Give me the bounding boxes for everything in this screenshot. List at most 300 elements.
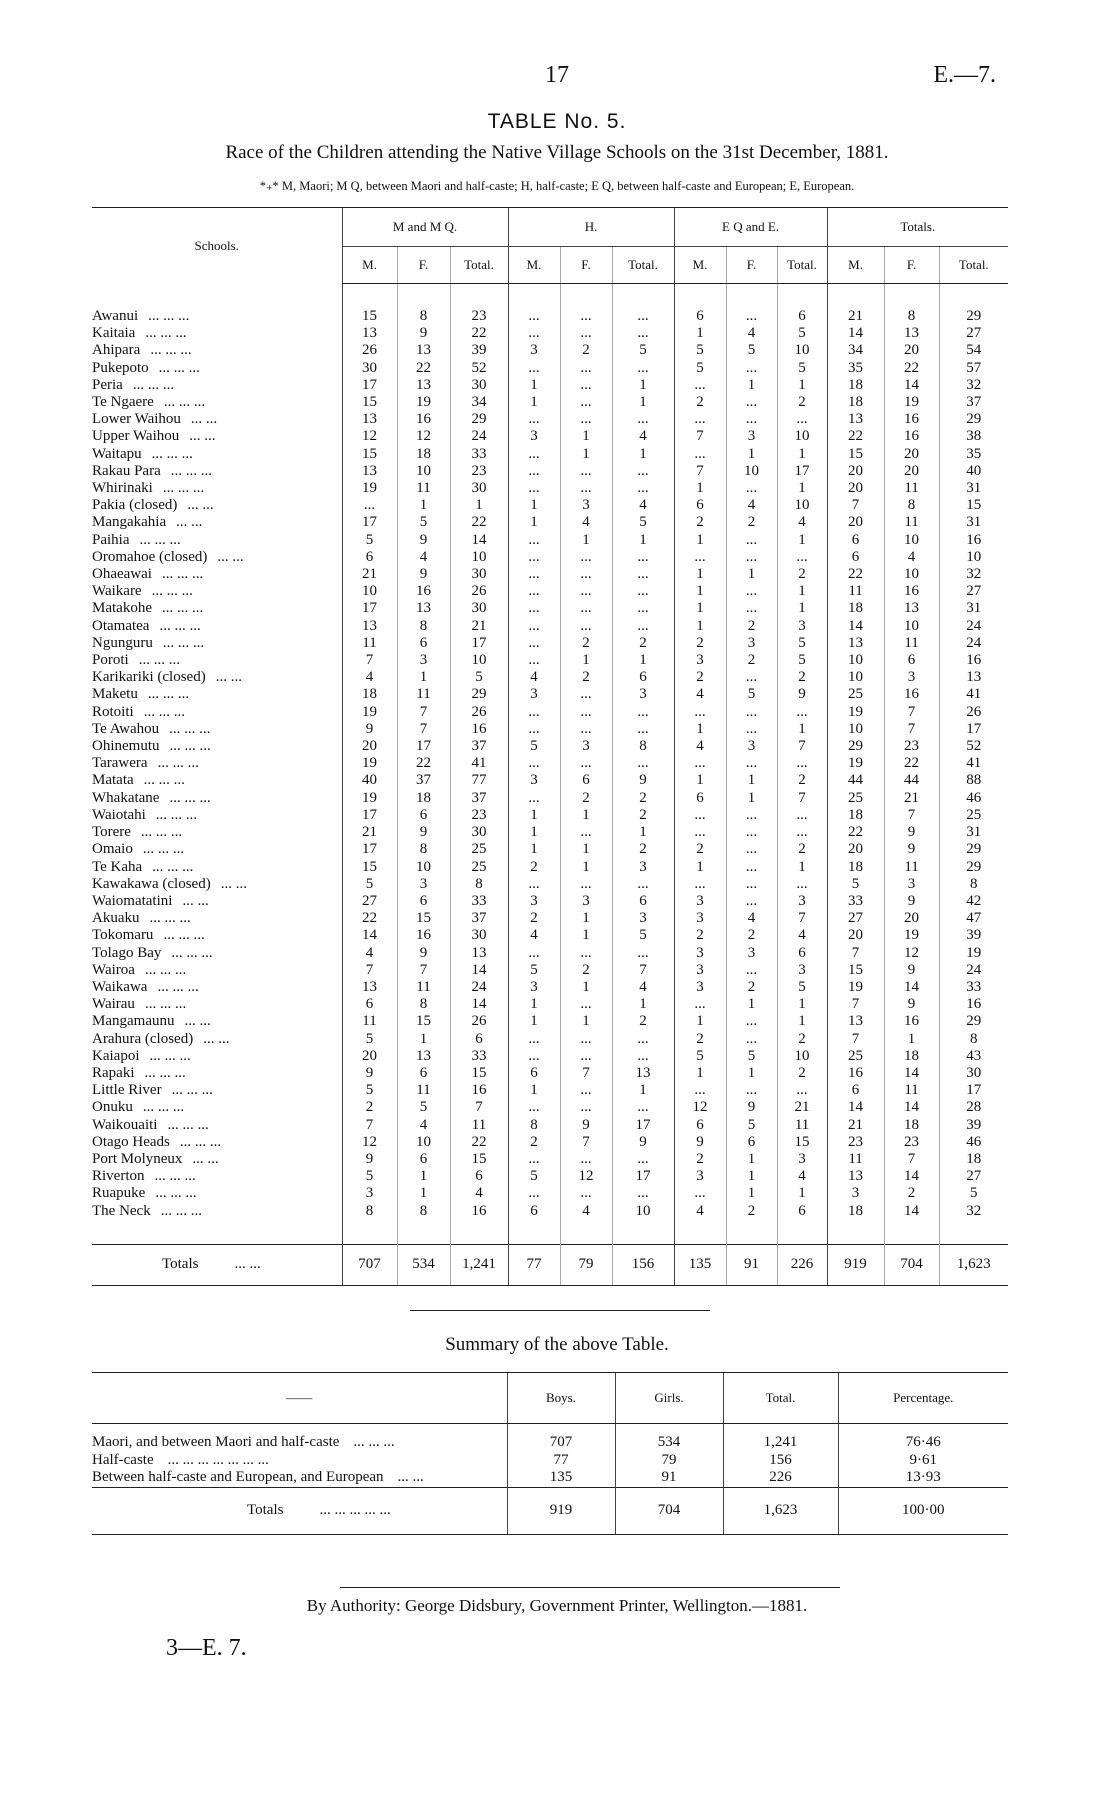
cell-h-total: 2 (612, 635, 674, 652)
cell-totals-total: 33 (939, 979, 1008, 996)
cell-h-m: ... (508, 308, 560, 325)
cell-h-f: ... (560, 600, 612, 617)
cell-mmq-m: 12 (342, 428, 397, 445)
school-row (92, 979, 1008, 996)
cell-h-m: ... (508, 635, 560, 652)
cell-h-f: 3 (560, 497, 612, 514)
school-row (92, 308, 1008, 325)
cell-mmq-m: 13 (342, 325, 397, 342)
cell-h-total: 1 (612, 394, 674, 411)
cell-h-m: 1 (508, 497, 560, 514)
cell-mmq-f: 18 (397, 446, 450, 463)
cell-mmq-total: 6 (450, 1031, 508, 1048)
cell-h-m: ... (508, 721, 560, 738)
cell-eqe-total: 9 (777, 686, 827, 703)
cell-totals-total: 46 (939, 1134, 1008, 1151)
school-cell (92, 910, 342, 927)
cell-eqe-total: ... (777, 704, 827, 721)
cell-h-total: ... (612, 618, 674, 635)
cell-h-f: 1 (560, 910, 612, 927)
cell-totals-total: 29 (939, 1013, 1008, 1030)
cell-h-f: ... (560, 824, 612, 841)
col-header-m: M. (674, 247, 726, 284)
school-name: Little River (92, 1082, 162, 1099)
school-name: Kaitaia (92, 325, 136, 342)
school-name: Pukepoto (92, 359, 149, 376)
school-row (92, 927, 1008, 944)
cell-totals-f: 9 (884, 996, 939, 1013)
leader-dots: ... ... ... (167, 1116, 209, 1133)
cell-mmq-m: 15 (342, 446, 397, 463)
cell-h-f: ... (560, 325, 612, 342)
leader-dots: ... ... ... (155, 1185, 197, 1202)
cell-eqe-f: 3 (726, 738, 777, 755)
cell-totals-total: 39 (939, 1117, 1008, 1134)
cell-h-m: ... (508, 790, 560, 807)
table-subtitle: Race of the Children attending the Native Village Schools on the 31st December, 1881. (225, 142, 889, 163)
school-cell (92, 1031, 342, 1048)
cell-totals-m: 21 (827, 1117, 884, 1134)
school-name: Poroti (92, 652, 129, 669)
school-row (92, 583, 1008, 600)
cell-eqe-m: 3 (674, 962, 726, 979)
leader-dots: ... ... ... (145, 325, 187, 342)
cell-mmq-total: 30 (450, 377, 508, 394)
school-cell (92, 1013, 342, 1030)
school-name: Pakia (closed) (92, 497, 178, 514)
cell-eqe-total: 5 (777, 979, 827, 996)
cell-eqe-m: 1 (674, 721, 726, 738)
col-header-f: F. (397, 247, 450, 284)
school-cell (92, 1151, 342, 1168)
cell-eqe-f: 2 (726, 927, 777, 944)
cell-totals-total: 19 (939, 945, 1008, 962)
col-header-m: M. (342, 247, 397, 284)
cell-h-m: 6 (508, 1065, 560, 1082)
cell-totals-f: 7 (884, 704, 939, 721)
totals-spacer (92, 1220, 1008, 1245)
cell-mmq-total: 33 (450, 446, 508, 463)
school-row (92, 377, 1008, 394)
cell-mmq-total: 33 (450, 893, 508, 910)
cell-totals-f: 10 (884, 618, 939, 635)
cell-mmq-total: 5 (450, 669, 508, 686)
cell-eqe-total: 3 (777, 962, 827, 979)
cell-eqe-total: ... (777, 807, 827, 824)
cell-totals-total: 15 (939, 497, 1008, 514)
school-cell (92, 704, 342, 721)
cell-totals-m: 22 (827, 428, 884, 445)
cell-h-total: 1 (612, 377, 674, 394)
cell-totals-m: 44 (827, 772, 884, 789)
school-name: Ohinemutu (92, 738, 160, 755)
cell-h-total: ... (612, 945, 674, 962)
cell-eqe-m: 6 (674, 1117, 726, 1134)
school-name: Whakatane (92, 789, 160, 806)
school-name: Lower Waihou (92, 411, 181, 428)
cell-mmq-m: 5 (342, 1031, 397, 1048)
cell-eqe-f: ... (726, 360, 777, 377)
leader-dots: ... ... (182, 892, 209, 909)
cell-eqe-total: 6 (777, 308, 827, 325)
cell-mmq-total: 16 (450, 721, 508, 738)
school-name: Arahura (closed) (92, 1030, 194, 1047)
cell-totals-total: 31 (939, 600, 1008, 617)
cell-h-total: 17 (612, 1168, 674, 1185)
leader-dots: ... ... (184, 1013, 211, 1030)
cell-mmq-total: 30 (450, 600, 508, 617)
summary-table (92, 1372, 1008, 1535)
cell-mmq-total: 29 (450, 686, 508, 703)
school-name: Upper Waihou (92, 428, 180, 445)
cell-eqe-total: 5 (777, 635, 827, 652)
leader-dots: ... ... ... (143, 772, 185, 789)
cell-eqe-total: 4 (777, 514, 827, 531)
cell-eqe-f: 1 (726, 377, 777, 394)
school-row (92, 325, 1008, 342)
summary-label: Between half-caste and European, and European (92, 1469, 384, 1485)
cell-mmq-total: 17 (450, 635, 508, 652)
cell-totals-f: 8 (884, 497, 939, 514)
cell-eqe-f: 4 (726, 325, 777, 342)
cell-totals-m: 18 (827, 1203, 884, 1220)
cell-h-total: 5 (612, 342, 674, 359)
cell-mmq-m: 4 (342, 945, 397, 962)
school-name: Waikare (92, 583, 142, 600)
cell-mmq-f: 6 (397, 635, 450, 652)
school-cell (92, 532, 342, 549)
cell-eqe-total: 1 (777, 446, 827, 463)
cell-mmq-total: 7 (450, 1099, 508, 1116)
school-cell (92, 996, 342, 1013)
leader-dots: ... ... (192, 1150, 219, 1167)
cell-h-total: 1 (612, 446, 674, 463)
cell-eqe-m: 1 (674, 772, 726, 789)
cell-eqe-total: 7 (777, 738, 827, 755)
cell-totals-total: 24 (939, 618, 1008, 635)
cell-mmq-m: 5 (342, 876, 397, 893)
cell-h-m: ... (508, 549, 560, 566)
cell-totals-m: 19 (827, 704, 884, 721)
summary-col-percentage: Percentage. (838, 1373, 1008, 1424)
school-row (92, 1134, 1008, 1151)
school-name: Te Ngaere (92, 394, 154, 411)
cell-totals-m: 14 (827, 1099, 884, 1116)
cell-totals-m: 35 (827, 360, 884, 377)
school-cell (92, 1168, 342, 1185)
school-row (92, 738, 1008, 755)
cell-eqe-f: 10 (726, 463, 777, 480)
leader-dots: ... ... ... (162, 634, 205, 651)
cell-mmq-total: 10 (450, 652, 508, 669)
summary-col-girls: Girls. (615, 1373, 723, 1424)
cell-eqe-f: ... (726, 1082, 777, 1099)
cell-mmq-m: 13 (342, 411, 397, 428)
leader-dots: ... ... ... (139, 531, 181, 548)
cell-totals-total: 31 (939, 514, 1008, 531)
cell-h-f: ... (560, 1048, 612, 1065)
school-row (92, 618, 1008, 635)
cell-eqe-m: 5 (674, 1048, 726, 1065)
cell-eqe-m: 4 (674, 738, 726, 755)
cell-mmq-m: 15 (342, 394, 397, 411)
leader-dots: ... ... ... (179, 1133, 222, 1150)
cell-mmq-m: 19 (342, 480, 397, 497)
school-name: Waitapu (92, 445, 142, 462)
cell-mmq-total: 22 (450, 1134, 508, 1151)
school-cell (92, 669, 342, 686)
cell-h-f: 4 (560, 514, 612, 531)
leader-dots: ... ... (203, 1030, 230, 1047)
cell-h-total: 2 (612, 1013, 674, 1030)
cell-mmq-total: 26 (450, 704, 508, 721)
cell-totals-f: 11 (884, 1082, 939, 1099)
leader-dots: ... ... ... (161, 600, 204, 617)
cell-mmq-m: 5 (342, 532, 397, 549)
leader-dots: ... ... ... (157, 755, 199, 772)
leader-dots: ... ... (397, 1469, 424, 1485)
cell-eqe-f: 5 (726, 686, 777, 703)
leader-dots: ... ... ... (171, 1082, 213, 1099)
cell-totals-f: 10 (884, 566, 939, 583)
cell-eqe-f: 5 (726, 1048, 777, 1065)
cell-h-total: 4 (612, 979, 674, 996)
school-cell (92, 738, 342, 755)
cell-totals-total: 29 (939, 411, 1008, 428)
col-header-total: Total. (450, 247, 508, 284)
cell-h-m: 5 (508, 1168, 560, 1185)
cell-eqe-f: 3 (726, 428, 777, 445)
cell-mmq-m: 15 (342, 308, 397, 325)
school-cell (92, 308, 342, 325)
school-name: Riverton (92, 1168, 145, 1185)
leader-dots: ... ... ... (142, 1099, 185, 1116)
cell-h-m: ... (508, 583, 560, 600)
cell-h-total: ... (612, 360, 674, 377)
cell-mmq-f: 37 (397, 772, 450, 789)
cell-totals-f: 10 (884, 532, 939, 549)
cell-totals-f: 9 (884, 962, 939, 979)
cell-eqe-m: ... (674, 446, 726, 463)
school-cell (92, 480, 342, 497)
cell-totals-total: 41 (939, 755, 1008, 772)
cell-eqe-f: 1 (726, 772, 777, 789)
school-row (92, 755, 1008, 772)
summary-total: 156 (723, 1452, 838, 1470)
summary-totals-label: Totals (247, 1501, 284, 1518)
cell-h-total: ... (612, 1048, 674, 1065)
cell-eqe-f: 2 (726, 979, 777, 996)
summary-label: Half-caste (92, 1451, 154, 1468)
cell-totals-total: 17 (939, 1082, 1008, 1099)
school-name: The Neck (92, 1202, 151, 1219)
cell-eqe-m: 9 (674, 1134, 726, 1151)
cell-mmq-m: 21 (342, 824, 397, 841)
cell-eqe-total: 2 (777, 1065, 827, 1082)
cell-eqe-m: 2 (674, 669, 726, 686)
cell-mmq-m: 14 (342, 927, 397, 944)
cell-totals-f: 1 (884, 1031, 939, 1048)
cell-eqe-m: ... (674, 377, 726, 394)
cell-h-total: 10 (612, 1203, 674, 1220)
cell-eqe-m: 2 (674, 927, 726, 944)
cell-h-f: 2 (560, 635, 612, 652)
cell-h-total: 1 (612, 824, 674, 841)
cell-totals-f: 12 (884, 945, 939, 962)
cell-mmq-total: 24 (450, 979, 508, 996)
school-name: Tokomaru (92, 927, 154, 944)
leader-dots: ... ... (234, 1256, 261, 1273)
summary-dash: —— (92, 1373, 507, 1424)
cell-totals-total: 16 (939, 652, 1008, 669)
cell-mmq-f: 11 (397, 1082, 450, 1099)
school-name: Waikawa (92, 978, 148, 995)
school-name: Oromahoe (closed) (92, 548, 208, 565)
cell-eqe-m: ... (674, 704, 726, 721)
cell-totals-f: 16 (884, 428, 939, 445)
cell-totals-f: 7 (884, 721, 939, 738)
cell-mmq-total: 13 (450, 945, 508, 962)
school-row (92, 1168, 1008, 1185)
col-header-f: F. (884, 247, 939, 284)
cell-eqe-total: 1 (777, 859, 827, 876)
cell-h-m: ... (508, 411, 560, 428)
cell-h-total: ... (612, 1099, 674, 1116)
cell-mmq-total: 14 (450, 962, 508, 979)
totals-label: Totals (162, 1256, 199, 1273)
cell-eqe-m: ... (674, 1185, 726, 1202)
leader-dots: ... ... ... (159, 617, 201, 634)
cell-h-total: ... (612, 549, 674, 566)
school-name: Ohaeawai (92, 566, 152, 583)
cell-h-m: ... (508, 1048, 560, 1065)
cell-eqe-m: 7 (674, 428, 726, 445)
cell-h-total: 6 (612, 893, 674, 910)
school-cell (92, 807, 342, 824)
school-name: Ngunguru (92, 634, 153, 651)
cell-eqe-total: 1 (777, 1185, 827, 1202)
cell-h-total: 2 (612, 807, 674, 824)
cell-mmq-m: 10 (342, 583, 397, 600)
cell-mmq-f: 3 (397, 652, 450, 669)
cell-totals-m: 20 (827, 514, 884, 531)
summary-total: 226 (723, 1469, 838, 1487)
cell-eqe-total: 5 (777, 325, 827, 342)
summary-total-girls: 704 (615, 1487, 723, 1534)
cell-h-m: 3 (508, 342, 560, 359)
cell-totals-total: 5 (939, 1185, 1008, 1202)
cell-totals-f: 18 (884, 1048, 939, 1065)
school-row (92, 480, 1008, 497)
school-cell (92, 428, 342, 445)
cell-h-f: 1 (560, 927, 612, 944)
school-cell (92, 1065, 342, 1082)
cell-mmq-m: 7 (342, 1117, 397, 1134)
cell-mmq-m: 40 (342, 772, 397, 789)
cell-totals-total: 8 (939, 876, 1008, 893)
cell-h-m: 1 (508, 514, 560, 531)
cell-mmq-f: 5 (397, 1099, 450, 1116)
cell-totals-f: 22 (884, 360, 939, 377)
school-name: Rapaki (92, 1064, 135, 1081)
school-name: Wairau (92, 996, 135, 1013)
school-name: Whirinaki (92, 480, 153, 497)
cell-h-m: ... (508, 1185, 560, 1202)
cell-h-f: ... (560, 360, 612, 377)
cell-h-m: ... (508, 566, 560, 583)
school-cell (92, 686, 342, 703)
cell-totals-total: 32 (939, 377, 1008, 394)
total-h-total: 156 (612, 1244, 674, 1285)
cell-eqe-f: 1 (726, 996, 777, 1013)
school-row (92, 721, 1008, 738)
cell-totals-f: 44 (884, 772, 939, 789)
schools-header: Schools. (92, 208, 342, 284)
cell-mmq-f: 17 (397, 738, 450, 755)
cell-totals-total: 29 (939, 841, 1008, 858)
authority-rule (340, 1587, 840, 1588)
cell-totals-m: 7 (827, 497, 884, 514)
cell-mmq-total: 37 (450, 790, 508, 807)
total-h-f: 79 (560, 1244, 612, 1285)
cell-h-total: 4 (612, 497, 674, 514)
cell-eqe-f: ... (726, 583, 777, 600)
cell-h-total: 1 (612, 996, 674, 1013)
cell-totals-m: 20 (827, 480, 884, 497)
cell-h-total: 8 (612, 738, 674, 755)
leader-dots: ... ... ... (162, 480, 205, 497)
cell-h-total: 2 (612, 841, 674, 858)
school-cell (92, 497, 342, 514)
cell-totals-f: 14 (884, 1099, 939, 1116)
school-name: Kaiapoi (92, 1047, 140, 1064)
cell-totals-m: 18 (827, 600, 884, 617)
cell-totals-total: 37 (939, 394, 1008, 411)
cell-eqe-f: 4 (726, 497, 777, 514)
school-name: Waiotahi (92, 806, 146, 823)
school-name: Maketu (92, 686, 138, 703)
school-cell (92, 859, 342, 876)
cell-eqe-f: ... (726, 480, 777, 497)
cell-mmq-f: 7 (397, 704, 450, 721)
school-row (92, 1065, 1008, 1082)
cell-totals-f: 7 (884, 807, 939, 824)
school-name: Te Kaha (92, 858, 143, 875)
cell-eqe-f: ... (726, 893, 777, 910)
cell-mmq-f: 1 (397, 1168, 450, 1185)
cell-mmq-total: 6 (450, 1168, 508, 1185)
cell-totals-f: 16 (884, 411, 939, 428)
cell-mmq-m: 4 (342, 669, 397, 686)
cell-mmq-m: ... (342, 497, 397, 514)
cell-mmq-total: 30 (450, 927, 508, 944)
cell-h-f: 1 (560, 446, 612, 463)
leader-dots: ... ... ... (150, 342, 192, 359)
summary-row (92, 1469, 1008, 1487)
summary-col-total: Total. (723, 1373, 838, 1424)
cell-eqe-f: 3 (726, 945, 777, 962)
cell-eqe-total: 2 (777, 669, 827, 686)
cell-h-f: ... (560, 704, 612, 721)
cell-totals-total: 26 (939, 704, 1008, 721)
cell-mmq-m: 7 (342, 652, 397, 669)
cell-h-total: 1 (612, 652, 674, 669)
cell-eqe-f: ... (726, 600, 777, 617)
school-name: Torere (92, 824, 131, 841)
school-cell (92, 755, 342, 772)
summary-girls: 91 (615, 1469, 723, 1487)
cell-mmq-total: 24 (450, 428, 508, 445)
